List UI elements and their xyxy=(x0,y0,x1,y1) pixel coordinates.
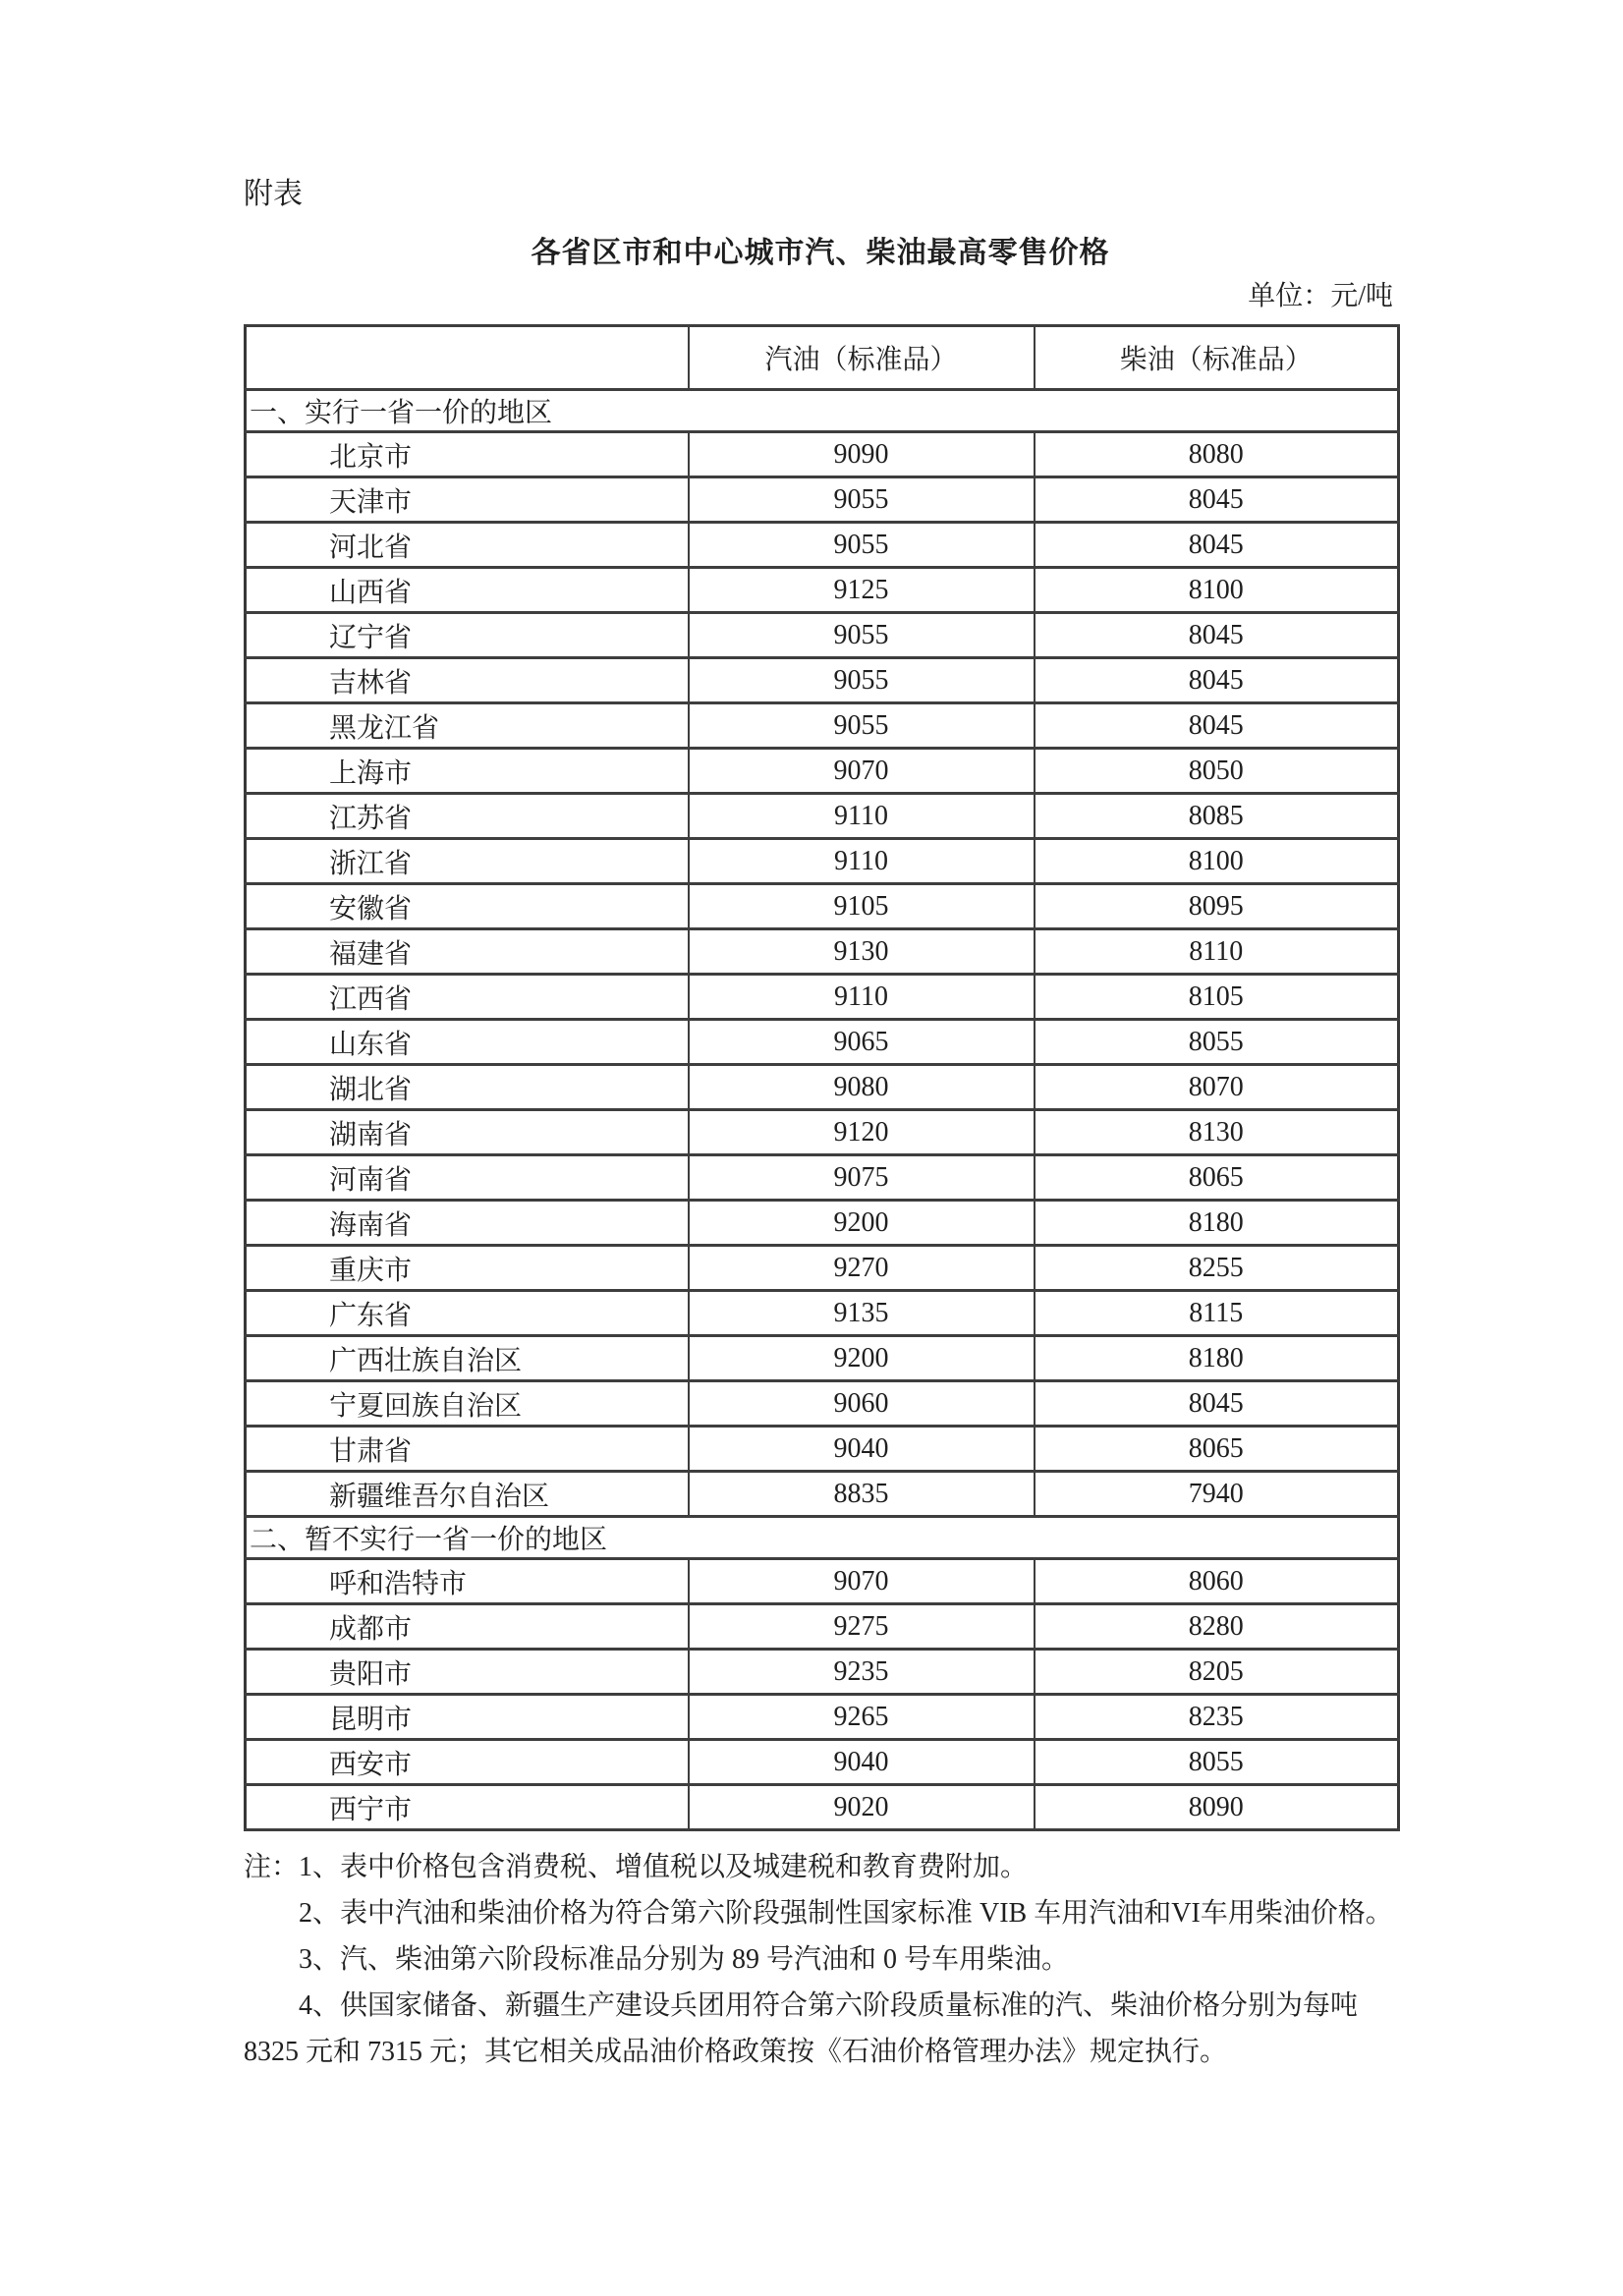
diesel-price-cell: 8065 xyxy=(1035,1427,1399,1472)
table-row xyxy=(246,1650,1399,1695)
gasoline-price-cell: 9130 xyxy=(689,929,1035,975)
region-cell: 海南省 xyxy=(246,1201,689,1246)
gasoline-price-cell: 9070 xyxy=(689,749,1035,794)
region-cell: 湖北省 xyxy=(246,1065,689,1110)
gasoline-price-cell: 9200 xyxy=(689,1336,1035,1381)
gasoline-price-cell: 9055 xyxy=(689,477,1035,523)
gasoline-price-cell: 9270 xyxy=(689,1246,1035,1291)
diesel-price-cell: 8105 xyxy=(1035,975,1399,1020)
diesel-price-cell: 8100 xyxy=(1035,839,1399,884)
region-cell: 江西省 xyxy=(246,975,689,1020)
gasoline-price-cell: 9275 xyxy=(689,1604,1035,1650)
region-cell: 广西壮族自治区 xyxy=(246,1336,689,1381)
diesel-column-header: 柴油（标准品） xyxy=(1035,326,1399,390)
region-cell: 广东省 xyxy=(246,1291,689,1336)
region-cell: 辽宁省 xyxy=(246,613,689,658)
region-cell: 吉林省 xyxy=(246,658,689,703)
table-row xyxy=(246,929,1399,975)
diesel-price-cell: 8045 xyxy=(1035,703,1399,749)
table-row xyxy=(246,1291,1399,1336)
gasoline-price-cell: 9040 xyxy=(689,1740,1035,1785)
gasoline-price-cell: 9110 xyxy=(689,794,1035,839)
diesel-price-cell: 8095 xyxy=(1035,884,1399,929)
table-row xyxy=(246,703,1399,749)
table-row xyxy=(246,1472,1399,1517)
region-cell: 山东省 xyxy=(246,1020,689,1065)
diesel-price-cell: 8070 xyxy=(1035,1065,1399,1110)
page-title: 各省区市和中心城市汽、柴油最高零售价格 xyxy=(531,237,1110,269)
region-cell: 安徽省 xyxy=(246,884,689,929)
table-row xyxy=(246,1427,1399,1472)
section-label: 一、实行一省一价的地区 xyxy=(246,390,1399,432)
diesel-price-cell: 8045 xyxy=(1035,477,1399,523)
diesel-price-cell: 8110 xyxy=(1035,929,1399,975)
gasoline-price-cell: 9020 xyxy=(689,1785,1035,1830)
table-row xyxy=(246,839,1399,884)
gasoline-price-cell: 9080 xyxy=(689,1065,1035,1110)
gasoline-column-header: 汽油（标准品） xyxy=(689,326,1035,390)
section-row xyxy=(246,390,1399,432)
diesel-price-cell: 8045 xyxy=(1035,613,1399,658)
region-cell: 西安市 xyxy=(246,1740,689,1785)
diesel-price-cell: 8235 xyxy=(1035,1695,1399,1740)
gasoline-price-cell: 9120 xyxy=(689,1110,1035,1155)
price-table-header xyxy=(246,326,1399,390)
region-cell: 河北省 xyxy=(246,523,689,568)
region-cell: 湖南省 xyxy=(246,1110,689,1155)
section-label: 二、暂不实行一省一价的地区 xyxy=(246,1517,1399,1559)
table-row xyxy=(246,1110,1399,1155)
diesel-price-cell: 8055 xyxy=(1035,1740,1399,1785)
diesel-price-cell: 8180 xyxy=(1035,1201,1399,1246)
document-page xyxy=(244,0,1397,2075)
table-row xyxy=(246,1785,1399,1830)
table-row xyxy=(246,975,1399,1020)
region-cell: 江苏省 xyxy=(246,794,689,839)
doc-label: 附表 xyxy=(244,178,303,210)
gasoline-price-cell: 9060 xyxy=(689,1381,1035,1427)
gasoline-price-cell: 9110 xyxy=(689,975,1035,1020)
gasoline-price-cell: 9075 xyxy=(689,1155,1035,1201)
region-cell: 西宁市 xyxy=(246,1785,689,1830)
table-row xyxy=(246,432,1399,477)
note-line: 2、表中汽油和柴油价格为符合第六阶段强制性国家标准 VIB 车用汽油和VI车用柴油价格。 xyxy=(299,1898,1393,1929)
table-row xyxy=(246,1559,1399,1604)
region-cell: 河南省 xyxy=(246,1155,689,1201)
diesel-price-cell: 8130 xyxy=(1035,1110,1399,1155)
price-table xyxy=(244,324,1400,1831)
diesel-price-cell: 8050 xyxy=(1035,749,1399,794)
gasoline-price-cell: 9090 xyxy=(689,432,1035,477)
gasoline-price-cell: 9055 xyxy=(689,523,1035,568)
diesel-price-cell: 8065 xyxy=(1035,1155,1399,1201)
note-line: 3、汽、柴油第六阶段标准品分别为 89 号汽油和 0 号车用柴油。 xyxy=(299,1944,1070,1975)
diesel-price-cell: 8255 xyxy=(1035,1246,1399,1291)
diesel-price-cell: 8045 xyxy=(1035,523,1399,568)
region-cell: 天津市 xyxy=(246,477,689,523)
region-cell: 山西省 xyxy=(246,568,689,613)
table-row xyxy=(246,1065,1399,1110)
empty-header-cell xyxy=(246,326,689,390)
region-cell: 昆明市 xyxy=(246,1695,689,1740)
table-row xyxy=(246,794,1399,839)
diesel-price-cell: 8060 xyxy=(1035,1559,1399,1604)
gasoline-price-cell: 9135 xyxy=(689,1291,1035,1336)
region-cell: 宁夏回族自治区 xyxy=(246,1381,689,1427)
diesel-price-cell: 8180 xyxy=(1035,1336,1399,1381)
region-cell: 新疆维吾尔自治区 xyxy=(246,1472,689,1517)
table-row xyxy=(246,1155,1399,1201)
region-cell: 贵阳市 xyxy=(246,1650,689,1695)
section-row xyxy=(246,1517,1399,1559)
gasoline-price-cell: 9105 xyxy=(689,884,1035,929)
gasoline-price-cell: 9040 xyxy=(689,1427,1035,1472)
table-row xyxy=(246,523,1399,568)
diesel-price-cell: 8085 xyxy=(1035,794,1399,839)
note-line: 注：1、表中价格包含消费税、增值税以及城建税和教育费附加。 xyxy=(244,1852,1029,1882)
diesel-price-cell: 8205 xyxy=(1035,1650,1399,1695)
region-cell: 黑龙江省 xyxy=(246,703,689,749)
diesel-price-cell: 8100 xyxy=(1035,568,1399,613)
region-cell: 呼和浩特市 xyxy=(246,1559,689,1604)
table-row xyxy=(246,1604,1399,1650)
region-cell: 甘肃省 xyxy=(246,1427,689,1472)
diesel-price-cell: 8090 xyxy=(1035,1785,1399,1830)
table-row xyxy=(246,1336,1399,1381)
region-cell: 上海市 xyxy=(246,749,689,794)
gasoline-price-cell: 9125 xyxy=(689,568,1035,613)
gasoline-price-cell: 8835 xyxy=(689,1472,1035,1517)
region-cell: 福建省 xyxy=(246,929,689,975)
table-row xyxy=(246,1246,1399,1291)
gasoline-price-cell: 9065 xyxy=(689,1020,1035,1065)
unit-label: 单位：元/吨 xyxy=(1248,281,1393,311)
gasoline-price-cell: 9055 xyxy=(689,703,1035,749)
table-row xyxy=(246,613,1399,658)
diesel-price-cell: 8045 xyxy=(1035,1381,1399,1427)
diesel-price-cell: 7940 xyxy=(1035,1472,1399,1517)
table-row xyxy=(246,477,1399,523)
gasoline-price-cell: 9110 xyxy=(689,839,1035,884)
note-line: 4、供国家储备、新疆生产建设兵团用符合第六阶段质量标准的汽、柴油价格分别为每吨 8325 元和 7315 元；其它相关成品油价格政策按《石油价格管理办法》规定执行。 xyxy=(244,1990,1359,2067)
table-row xyxy=(246,1740,1399,1785)
price-table-body xyxy=(246,390,1399,1830)
gasoline-price-cell: 9070 xyxy=(689,1559,1035,1604)
header-row xyxy=(246,326,1399,390)
gasoline-price-cell: 9055 xyxy=(689,658,1035,703)
gasoline-price-cell: 9200 xyxy=(689,1201,1035,1246)
table-row xyxy=(246,1020,1399,1065)
table-row xyxy=(246,749,1399,794)
table-row xyxy=(246,1695,1399,1740)
region-cell: 重庆市 xyxy=(246,1246,689,1291)
table-row xyxy=(246,568,1399,613)
gasoline-price-cell: 9055 xyxy=(689,613,1035,658)
notes-section xyxy=(244,1844,1397,2075)
gasoline-price-cell: 9265 xyxy=(689,1695,1035,1740)
gasoline-price-cell: 9235 xyxy=(689,1650,1035,1695)
diesel-price-cell: 8080 xyxy=(1035,432,1399,477)
table-row xyxy=(246,658,1399,703)
diesel-price-cell: 8280 xyxy=(1035,1604,1399,1650)
region-cell: 成都市 xyxy=(246,1604,689,1650)
diesel-price-cell: 8045 xyxy=(1035,658,1399,703)
table-row xyxy=(246,1381,1399,1427)
diesel-price-cell: 8115 xyxy=(1035,1291,1399,1336)
region-cell: 北京市 xyxy=(246,432,689,477)
diesel-price-cell: 8055 xyxy=(1035,1020,1399,1065)
region-cell: 浙江省 xyxy=(246,839,689,884)
table-row xyxy=(246,1201,1399,1246)
table-row xyxy=(246,884,1399,929)
